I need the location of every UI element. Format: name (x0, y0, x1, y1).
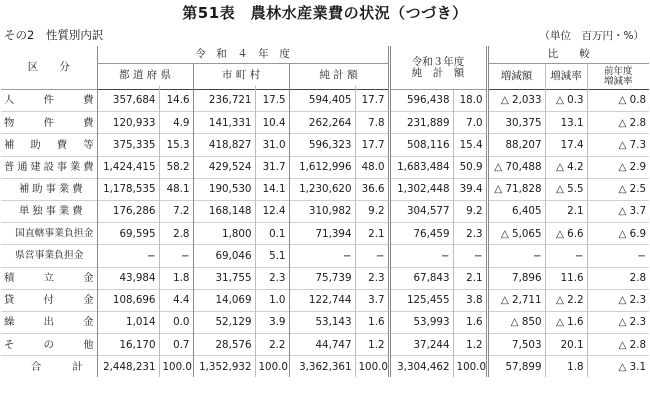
prev-change-rate-cell: △ 2.3 (587, 311, 649, 333)
r3-amount-cell: 508,116 (389, 134, 453, 156)
change-amount-cell: △ 5,065 (487, 223, 545, 245)
change-rate-cell: △ 6.6 (545, 223, 587, 245)
row-label: 単独事業費 (19, 205, 83, 218)
change-amount-cell: 7,896 (487, 267, 545, 289)
net-amount-cell: 3,362,361 (289, 356, 355, 378)
net-amount-cell: 71,394 (289, 223, 355, 245)
prefecture-share-cell: 14.6 (159, 90, 193, 112)
change-amount-cell: △ 70,488 (487, 156, 545, 178)
r3-amount-cell: 67,843 (389, 267, 453, 289)
municipality-share-cell: 12.4 (255, 200, 289, 222)
change-amount-cell: − (487, 245, 545, 267)
prev-change-rate-cell: △ 2.5 (587, 178, 649, 200)
net-amount-cell: 53,143 (289, 311, 355, 333)
municipality-amount-cell: 14,069 (193, 289, 255, 311)
r3-share-cell: 2.3 (453, 223, 487, 245)
net-amount-cell: 310,982 (289, 200, 355, 222)
change-amount-cell: 57,899 (487, 356, 545, 378)
change-rate-cell: − (545, 245, 587, 267)
municipality-share-cell: 0.1 (255, 223, 289, 245)
table-row (1, 267, 649, 289)
r3-amount-cell: 596,438 (389, 90, 453, 112)
prefecture-amount-cell: 108,696 (97, 289, 159, 311)
prefecture-amount-cell: 357,684 (97, 90, 159, 112)
row-label: 積立金 (4, 271, 94, 284)
r3-share-cell: 39.4 (453, 178, 487, 200)
net-amount-cell: 122,744 (289, 289, 355, 311)
prev-change-rate-cell: △ 3.7 (587, 200, 649, 222)
municipality-amount-cell: 1,352,932 (193, 356, 255, 378)
table-row (1, 311, 649, 333)
prefecture-amount-cell: 69,595 (97, 223, 159, 245)
net-share-cell: 1.2 (355, 334, 389, 356)
net-amount-cell: 1,230,620 (289, 178, 355, 200)
net-amount-cell: 1,612,996 (289, 156, 355, 178)
prev-change-rate-cell: − (587, 245, 649, 267)
net-share-cell: − (355, 245, 389, 267)
header-change-rate: 増減率 (545, 64, 587, 90)
r3-share-cell: 2.1 (453, 267, 487, 289)
header-r3-line2: 純 計 額 (411, 66, 465, 79)
municipality-share-cell: 31.0 (255, 134, 289, 156)
table-row (1, 178, 649, 200)
prefecture-share-cell: 0.7 (159, 334, 193, 356)
net-share-cell: 1.6 (355, 311, 389, 333)
row-label: 県営事業負担金 (15, 250, 84, 261)
net-share-cell: 7.8 (355, 112, 389, 134)
change-rate-cell: 13.1 (545, 112, 587, 134)
prefecture-amount-cell: 2,448,231 (97, 356, 159, 378)
net-amount-cell: 596,323 (289, 134, 355, 156)
change-amount-cell: △ 2,711 (487, 289, 545, 311)
header-prev-rate-line1: 前年度 (604, 66, 633, 77)
r3-share-cell: 9.2 (453, 200, 487, 222)
prefecture-amount-cell: 1,014 (97, 311, 159, 333)
table-row (1, 334, 649, 356)
net-share-cell: 3.7 (355, 289, 389, 311)
municipality-amount-cell: 141,331 (193, 112, 255, 134)
net-share-cell: 17.7 (355, 134, 389, 156)
row-label: 貸付金 (4, 294, 94, 307)
header-net-total: 純 計 額 (289, 64, 389, 87)
table-row (1, 200, 649, 222)
net-amount-cell: 594,405 (289, 90, 355, 112)
table-row (1, 289, 649, 311)
r3-share-cell: 1.2 (453, 334, 487, 356)
prefecture-share-cell: 1.8 (159, 267, 193, 289)
municipality-amount-cell: 69,046 (193, 245, 255, 267)
header-change-amount: 増減額 (487, 64, 545, 90)
table-row (1, 90, 649, 112)
table-body (1, 90, 649, 378)
municipality-share-cell: 100.0 (255, 356, 289, 378)
prefecture-share-cell: 2.8 (159, 223, 193, 245)
change-amount-cell: 88,207 (487, 134, 545, 156)
municipality-share-cell: 17.5 (255, 90, 289, 112)
municipality-share-cell: 1.0 (255, 289, 289, 311)
table-row (1, 356, 649, 378)
table-row (1, 245, 649, 267)
row-label: 補助費等 (4, 138, 94, 151)
r3-share-cell: − (453, 245, 487, 267)
net-share-cell: 2.1 (355, 223, 389, 245)
table-row (1, 156, 649, 178)
table-row (1, 134, 649, 156)
table-subtitle: その2 性質別内訳 (4, 28, 104, 42)
prev-change-rate-cell: △ 3.1 (587, 356, 649, 378)
municipality-share-cell: 2.2 (255, 334, 289, 356)
prev-change-rate-cell: △ 0.8 (587, 90, 649, 112)
r3-share-cell: 18.0 (453, 90, 487, 112)
net-share-cell: 2.3 (355, 267, 389, 289)
header-prev-rate (587, 64, 649, 90)
header-municipality: 市 町 村 (193, 64, 289, 87)
header-r3 (389, 46, 487, 90)
r3-amount-cell: 1,683,484 (389, 156, 453, 178)
change-amount-cell: 7,503 (487, 334, 545, 356)
unit-note: （単位 百万円・%） (539, 30, 644, 42)
row-label: 国直轄事業負担金 (15, 227, 94, 239)
r3-amount-cell: 1,302,448 (389, 178, 453, 200)
municipality-amount-cell: 236,721 (193, 90, 255, 112)
r3-amount-cell: − (389, 245, 453, 267)
prev-change-rate-cell: △ 2.3 (587, 289, 649, 311)
r3-share-cell: 1.6 (453, 311, 487, 333)
r3-amount-cell: 3,304,462 (389, 356, 453, 378)
r3-share-cell: 15.4 (453, 134, 487, 156)
header-r4: 令 和 ４ 年 度 (97, 46, 389, 64)
change-rate-cell: 11.6 (545, 267, 587, 289)
prefecture-amount-cell: 43,984 (97, 267, 159, 289)
prev-change-rate-cell: △ 2.9 (587, 156, 649, 178)
prefecture-share-cell: 7.2 (159, 200, 193, 222)
net-share-cell: 9.2 (355, 200, 389, 222)
municipality-amount-cell: 190,530 (193, 178, 255, 200)
header-category: 区 分 (1, 46, 97, 90)
prefecture-share-cell: 4.4 (159, 289, 193, 311)
net-share-cell: 100.0 (355, 356, 389, 378)
municipality-amount-cell: 168,148 (193, 200, 255, 222)
prefecture-amount-cell: 375,335 (97, 134, 159, 156)
r3-share-cell: 3.8 (453, 289, 487, 311)
change-amount-cell: 30,375 (487, 112, 545, 134)
net-share-cell: 48.0 (355, 156, 389, 178)
net-share-cell: 36.6 (355, 178, 389, 200)
prev-change-rate-cell: △ 2.8 (587, 334, 649, 356)
row-label: 合計 (31, 360, 83, 373)
change-amount-cell: △ 71,828 (487, 178, 545, 200)
header-r3-line1: 令和３年度 (411, 56, 465, 68)
prefecture-amount-cell: 1,178,535 (97, 178, 159, 200)
municipality-amount-cell: 1,800 (193, 223, 255, 245)
change-amount-cell: △ 2,033 (487, 90, 545, 112)
prefecture-share-cell: 4.9 (159, 112, 193, 134)
change-rate-cell: 17.4 (545, 134, 587, 156)
prefecture-amount-cell: 1,424,415 (97, 156, 159, 178)
header-prev-rate-line2: 増減率 (604, 75, 633, 87)
row-label: 補助事業費 (19, 183, 83, 196)
change-rate-cell: 2.1 (545, 200, 587, 222)
row-label: 人件費 (4, 94, 94, 107)
municipality-share-cell: 10.4 (255, 112, 289, 134)
municipality-share-cell: 2.3 (255, 267, 289, 289)
net-amount-cell: 75,739 (289, 267, 355, 289)
change-rate-cell: △ 4.2 (545, 156, 587, 178)
prefecture-share-cell: 15.3 (159, 134, 193, 156)
row-label: その他 (4, 338, 94, 351)
net-amount-cell: 262,264 (289, 112, 355, 134)
municipality-share-cell: 14.1 (255, 178, 289, 200)
municipality-amount-cell: 52,129 (193, 311, 255, 333)
row-label: 物件費 (4, 116, 94, 129)
municipality-share-cell: 5.1 (255, 245, 289, 267)
prefecture-share-cell: − (159, 245, 193, 267)
prefecture-share-cell: 100.0 (159, 356, 193, 378)
municipality-amount-cell: 429,524 (193, 156, 255, 178)
r3-share-cell: 100.0 (453, 356, 487, 378)
table-row (1, 112, 649, 134)
prev-change-rate-cell: △ 6.9 (587, 223, 649, 245)
change-rate-cell: △ 2.2 (545, 289, 587, 311)
r3-amount-cell: 304,577 (389, 200, 453, 222)
prefecture-share-cell: 58.2 (159, 156, 193, 178)
municipality-amount-cell: 31,755 (193, 267, 255, 289)
table-row (1, 223, 649, 245)
finance-table (1, 46, 649, 377)
prefecture-share-cell: 48.1 (159, 178, 193, 200)
change-rate-cell: 1.8 (545, 356, 587, 378)
row-label: 普通建設事業費 (4, 161, 94, 173)
prefecture-amount-cell: 176,286 (97, 200, 159, 222)
row-label: 繰出金 (4, 316, 94, 329)
r3-amount-cell: 37,244 (389, 334, 453, 356)
prefecture-share-cell: 0.0 (159, 311, 193, 333)
net-amount-cell: − (289, 245, 355, 267)
change-rate-cell: △ 5.5 (545, 178, 587, 200)
prefecture-amount-cell: 16,170 (97, 334, 159, 356)
change-amount-cell: 6,405 (487, 200, 545, 222)
prev-change-rate-cell: 2.8 (587, 267, 649, 289)
net-share-cell: 17.7 (355, 90, 389, 112)
prefecture-amount-cell: 120,933 (97, 112, 159, 134)
prev-change-rate-cell: △ 2.8 (587, 112, 649, 134)
r3-amount-cell: 231,889 (389, 112, 453, 134)
prefecture-amount-cell: − (97, 245, 159, 267)
prev-change-rate-cell: △ 7.3 (587, 134, 649, 156)
page-title: 第51表 農林水産業費の状況（つづき） (182, 4, 468, 22)
r3-amount-cell: 125,455 (389, 289, 453, 311)
r3-amount-cell: 76,459 (389, 223, 453, 245)
r3-share-cell: 50.9 (453, 156, 487, 178)
change-rate-cell: △ 0.3 (545, 90, 587, 112)
municipality-share-cell: 31.7 (255, 156, 289, 178)
r3-share-cell: 7.0 (453, 112, 487, 134)
header-compare: 比 較 (487, 46, 649, 64)
municipality-share-cell: 3.9 (255, 311, 289, 333)
change-rate-cell: 20.1 (545, 334, 587, 356)
municipality-amount-cell: 418,827 (193, 134, 255, 156)
net-amount-cell: 44,747 (289, 334, 355, 356)
change-rate-cell: △ 1.6 (545, 311, 587, 333)
r3-amount-cell: 53,993 (389, 311, 453, 333)
change-amount-cell: △ 850 (487, 311, 545, 333)
header-prefecture: 都 道 府 県 (97, 64, 193, 87)
municipality-amount-cell: 28,576 (193, 334, 255, 356)
